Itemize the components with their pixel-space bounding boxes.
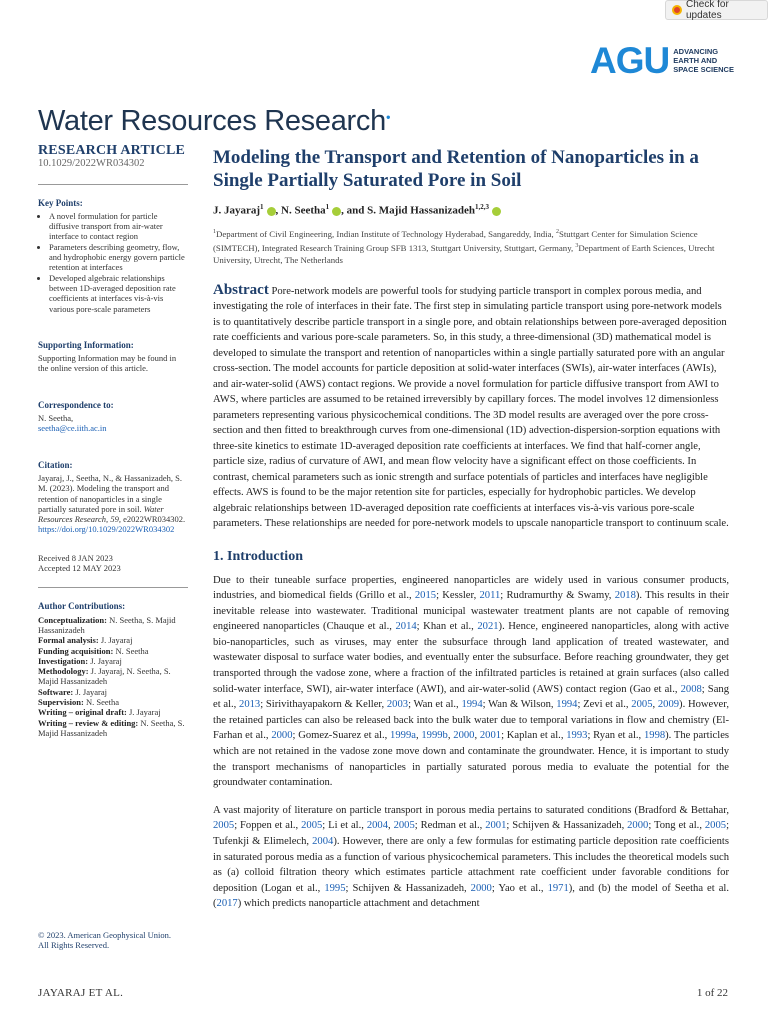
contributions-list — [38, 615, 188, 739]
contribution-role: Formal analysis: — [38, 635, 99, 646]
affiliation-text: Department of Civil Engineering, Indian Institute of Technology Hyderabad, Sangareddy, India, — [216, 228, 556, 239]
paragraph-text: ; Gomez-Suarez et al., — [292, 730, 391, 742]
citation-link[interactable]: 1994 — [556, 699, 578, 711]
paragraph-text: ; Tufenkji & Elimelech, — [213, 820, 730, 847]
paragraph-text: ; Wan & Wilson, — [482, 699, 557, 711]
abstract-text: Pore-network models are powerful tools for studying particle transport in complex porous media, and investigating the role of interfaces in their fate. The first step in simulating particle transport using pore-network models is to quantitatively describe particle transport in a single pore, and obtain relationships between pore-averaged deposition rate coefficients and various pore-scale parameters. So, in this study, a three-dimensional (3D) mathematical model is developed to simulate the transport and retention of nanoparticles within a single partially saturated pore with an angular cross-section. The model accounts for particle deposition at solid-water interfaces (SWIs), air-water interfaces (AWIs), and air-water-solid (AWS) contact regions. We provide a novel formulation for particle diffusive transport from AWI to AWS, where particles are assumed to be retained irreversibly by capillary forces. The model involves 12 dimensionless parameters representing various physicochemical conditions. The 3D model results are averaged over the pore cross-section and then fitted to breakthrough curves from one-dimensional (1D) advection-dispersion-sorption equations with three-site kinetics to estimate 1D-averaged deposition rate coefficients at interfaces. We find that half-corner angle, particle size, radius of curvature of AWI, and mean flow velocity have a significant effect on those coefficients. In contrast, chemical parameters such as ionic strength and surface potentials of particles and interfaces have negligible effects. AWS is found to be the major retention site for particles, especially for hydrophobic particles. We develop algebraic relationships between 1D-averaged deposition rate coefficients at interfaces vis-à-vis various pore-scale parameters. These relationships are needed for pore-network models to upscale nanoparticle transport to continuum scale. — [213, 285, 729, 529]
citation-link[interactable]: 2011 — [479, 590, 501, 602]
abstract — [213, 283, 729, 532]
contribution-item — [38, 718, 188, 739]
divider — [38, 184, 188, 185]
paragraph-text: ; Schijven & Hassanizadeh, — [506, 820, 628, 832]
key-points-list — [38, 211, 188, 314]
paragraph-text: ). However, the retained particles can also be released back into the bulk water due to temporal variations in flow and chemistry (El-Farhan et al., — [213, 699, 729, 742]
citation-link[interactable]: 2000 — [627, 820, 649, 832]
contribution-item — [38, 707, 188, 717]
paragraph-text: , — [415, 730, 422, 742]
contribution-role: Investigation: — [38, 655, 89, 666]
citation-link[interactable]: 2014 — [395, 621, 417, 633]
paragraph-text: ; Khan et al., — [416, 621, 478, 633]
article-title: Modeling the Transport and Retention of Nanoparticles in a Single Partially Saturated Pore in Soil — [213, 147, 699, 191]
journal-title: Water Resources Research● — [38, 105, 391, 137]
paragraph-text: ; Zevi et al., — [577, 699, 632, 711]
key-point: • Parameters describing geometry, flow, and hydrophobic energy govern particle retention at interfaces — [49, 242, 188, 273]
contributions-heading: Author Contributions: — [38, 601, 126, 612]
paragraph-text: ; Tong et al., — [648, 820, 705, 832]
citation-link[interactable]: 1999a — [390, 730, 416, 742]
paragraph-text: ; Schijven & Hassanizadeh, — [345, 882, 471, 894]
paragraph-text: ; Sirivithayapakorn & Keller, — [260, 699, 387, 711]
key-point: • A novel formulation for particle diffusive transport from air-water interface to contact region — [49, 211, 188, 242]
paragraph-text: ; Rudramurthy & Swamy, — [500, 590, 615, 602]
paragraph-text: ; Li et al., — [322, 820, 367, 832]
journal-mark-icon: ● — [385, 112, 391, 122]
paragraph-text: ; Ryan et al., — [587, 730, 644, 742]
citation-link[interactable]: 2004 — [312, 836, 334, 847]
contribution-names: J. Jayaraj — [73, 686, 108, 697]
paragraph-text: , — [474, 730, 480, 742]
paragraph-text: ; Foppen et al., — [234, 820, 302, 832]
section-heading-introduction: 1. Introduction — [213, 548, 303, 564]
author-affiliation-sup: 1 — [260, 203, 264, 211]
contribution-role: Writing – original draft: — [38, 707, 127, 718]
contribution-names: J. Jayaraj, N. Seetha, S. Majid Hassanizadeh — [38, 666, 171, 687]
author-name: J. Jayaraj — [213, 204, 261, 217]
affiliation-sup: 1 — [213, 228, 216, 235]
citation-link[interactable]: 1994 — [461, 699, 483, 711]
author-name: S. Majid Hassanizadeh — [367, 204, 476, 217]
citation-link[interactable]: 2000 — [271, 730, 293, 742]
citation-link[interactable]: 2021 — [477, 621, 499, 633]
paragraph-text: ; Kaplan et al., — [501, 730, 567, 742]
citation-link[interactable]: 2018 — [614, 590, 636, 602]
author-name: N. Seetha — [281, 204, 326, 217]
orcid-icon[interactable] — [492, 207, 501, 216]
citation-link[interactable]: 2015 — [414, 590, 437, 602]
citation-link[interactable]: 2013 — [239, 699, 261, 711]
paragraph-text: ). Hence, engineered nanoparticles, along with active bio-nanoparticles, such as viruses, may enter the subsurface through land application of treated wastewater, and wastewater disposal to surface water bodies, and eventually enter the subsurface. Before reaching groundwater, they get transported through the vadose zone, where a fraction of the infiltrated particles is retained at grain surfaces (also called solid-water interface, SWI), air-water interface (AWI), and air-water-solid (AWS) contact region (Gao et al., — [213, 621, 729, 695]
key-point: • Developed algebraic relationships between 1D-averaged deposition rate coefficients at interfaces vis-à-vis various pore-scale parameters — [49, 273, 188, 314]
article-main — [213, 146, 729, 912]
citation-link[interactable]: 1999b — [421, 730, 448, 742]
paragraph — [213, 573, 729, 791]
affiliation-text: Department of Earth Sciences, Utrecht University, Utrecht, The Netherlands — [213, 242, 715, 265]
author-list: J. Jayaraj$^1$ , N. Seetha$^1$ , and S. Majid Hassanizadeh$^{1,2,3}$ — [213, 203, 729, 217]
citation-link[interactable]: 1995 — [324, 882, 346, 894]
affiliation-text: Stuttgart Center for Simulation Science (SIMTECH), Integrated Research Training Group SFB 1313, Stuttgart University, Stuttgart, Germany, — [213, 228, 698, 253]
citation-link[interactable]: 2005 — [631, 699, 653, 711]
doi: 10.1029/2022WR034302 — [38, 158, 145, 170]
contribution-item — [38, 697, 188, 707]
citation-link[interactable]: 2005 — [213, 820, 235, 832]
contribution-item — [38, 646, 188, 656]
correspondence-heading: Correspondence to: — [38, 399, 114, 410]
citation-link[interactable]: 2017 — [216, 898, 238, 910]
citation-link[interactable]: 2005 — [704, 820, 727, 832]
citation-link[interactable]: 2009 — [657, 699, 680, 711]
contribution-item — [38, 687, 188, 697]
citation: Jayaraj, J., Seetha, N., & Hassanizadeh, S. M. (2023). Modeling the transport and retention of nanoparticles in a single partially saturated pore in soil. Water Resources Research, 59, e2022WR034302. https://doi.org/10.1029/2022WR034302 — [38, 472, 186, 535]
contribution-names: N. Seetha, S. Majid Hassanizadeh — [38, 614, 176, 635]
citation-link[interactable]: 2000 — [470, 882, 492, 894]
author-affiliation-sup: 1,2,3 — [475, 203, 490, 211]
key-points-heading: Key Points: — [38, 197, 83, 208]
agu-logo — [590, 42, 734, 79]
paragraph-text: ; Yao et al., — [491, 882, 548, 894]
paragraph-text: A vast majority of literature on particle transport in porous media pertains to saturated conditions (Bradford & Bettahar, — [213, 804, 729, 816]
contribution-names: J. Jayaraj — [126, 707, 161, 718]
updates-icon — [672, 5, 682, 15]
sidebar — [38, 143, 188, 738]
citation-link[interactable]: 2004 — [366, 820, 389, 832]
page-number: 1 of 22 — [696, 987, 728, 999]
paragraph-text: ). This results in their inevitable release into wastewater. Traditional municipal wastewater treatment plants are not capable of removing engineered nanoparticles (Chauque et al., — [213, 590, 729, 633]
paragraph-text: ; Wan et al., — [408, 699, 462, 711]
supporting-text: Supporting Information may be found in the online version of this article. — [38, 353, 177, 374]
paragraph-text: ). However, there are only a few formulas for estimating particle deposition rate coefficients in saturated porous media as a function of various physicochemical parameters. This includes the theoretical models such as (a) colloid filtration theory which estimates particle attachment rate coefficient under favorable conditions for deposition (Logan et al., — [213, 836, 729, 894]
citation-heading: Citation: — [38, 459, 73, 470]
citation-link[interactable]: 2003 — [386, 699, 409, 711]
contribution-item — [38, 666, 188, 687]
contribution-item — [38, 615, 188, 636]
orcid-icon[interactable] — [267, 207, 276, 216]
correspondence-name: N. Seetha, — [38, 413, 74, 424]
contribution-item — [38, 656, 188, 666]
contribution-names: J. Jayaraj — [88, 655, 122, 666]
check-for-updates-badge[interactable] — [665, 0, 768, 20]
citation-link[interactable]: 2005 — [301, 820, 323, 832]
paragraph-text: ; Sang et al., — [213, 683, 729, 711]
citation-doi-link[interactable]: https://doi.org/10.1029/2022WR034302 — [38, 524, 175, 535]
affiliation-sup: 3 — [575, 242, 579, 249]
citation-link[interactable]: 2005 — [393, 820, 415, 832]
citation-link[interactable]: 1998 — [643, 730, 666, 742]
paragraph-text: , — [388, 820, 394, 832]
citation-link[interactable]: 2001 — [485, 820, 507, 832]
accepted-date: Accepted 12 MAY 2023 — [38, 563, 121, 574]
contribution-item — [38, 635, 188, 645]
paragraph-text: ; Kessler, — [436, 590, 480, 602]
divider — [38, 587, 188, 588]
contribution-role: Conceptualization: — [38, 614, 107, 625]
contribution-names: J. Jayaraj — [98, 635, 133, 646]
article-type: RESEARCH ARTICLE — [38, 143, 186, 158]
agu-logo-mark: AGU — [590, 40, 670, 81]
abstract-label: Abstract — [213, 281, 269, 298]
contribution-role: Funding acquisition: — [38, 645, 114, 656]
author-affiliation-sup: 1 — [325, 203, 330, 211]
agu-tagline: ADVANCING EARTH AND SPACE SCIENCE — [673, 47, 734, 74]
paragraph-text: , — [447, 730, 454, 742]
paragraph-text: Due to their tuneable surface properties, engineered nanoparticles are widely used in various consumer products, industries, and biomedical fields (Grillo et al., — [213, 574, 729, 602]
orcid-icon[interactable] — [332, 207, 341, 216]
paragraph-text: ), and (b) the model of Seetha et al. ( — [213, 882, 729, 910]
contribution-names: N. Seetha, S. Majid Hassanizadeh — [38, 717, 185, 738]
copyright: © 2023. American Geophysical Union. All Rights Reserved. — [38, 930, 171, 950]
running-footer-authors: JAYARAJ ET AL. — [38, 987, 124, 999]
paragraph-text: ; Redman et al., — [414, 820, 486, 832]
paragraph — [213, 803, 729, 912]
contribution-role: Methodology: — [38, 666, 89, 677]
contribution-role: Software: — [38, 686, 74, 697]
updates-label: Check for updates — [685, 0, 729, 21]
citation-link[interactable]: 2001 — [479, 730, 502, 742]
correspondence-email[interactable]: seetha@ce.iith.ac.in — [38, 423, 107, 434]
citation-link[interactable]: 2000 — [453, 730, 475, 742]
contribution-role: Writing – review & editing: — [38, 717, 139, 728]
citation-link[interactable]: 1993 — [566, 730, 588, 742]
affiliations — [213, 226, 729, 266]
citation-link[interactable]: 1971 — [547, 882, 569, 894]
paragraph-text: ). The particles which are not retained in the vadose zone move down and contaminate the groundwater. Hence, it is important to study the transport mechanisms of nanoparticles in partially saturated porous media to evaluate the potential for the groundwater contamination. — [213, 730, 730, 789]
contribution-names: N. Seetha — [113, 645, 149, 656]
affiliation-sup: 2 — [555, 228, 559, 235]
paragraph-text: ) which predicts nanoparticle attachment and detachment — [237, 898, 480, 910]
paragraph-text: , — [652, 699, 658, 711]
supporting-heading: Supporting Information: — [38, 339, 134, 350]
contribution-names: N. Seetha — [83, 696, 119, 707]
contribution-role: Supervision: — [38, 696, 84, 707]
received-date: Received 8 JAN 2023 — [38, 552, 113, 563]
citation-link[interactable]: 2008 — [680, 683, 702, 695]
